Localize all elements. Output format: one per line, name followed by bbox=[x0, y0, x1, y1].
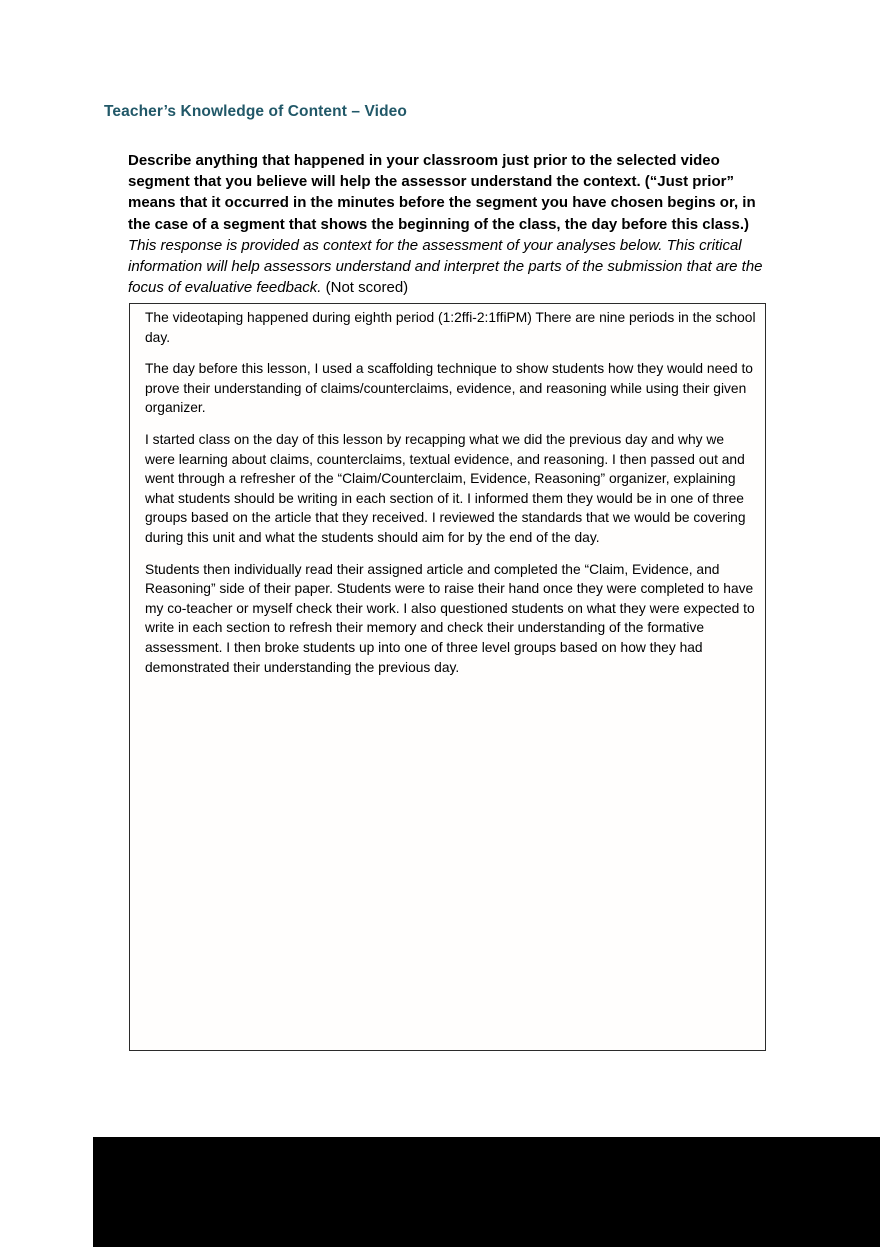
response-box bbox=[129, 303, 766, 1051]
prompt-italic-text: This response is provided as context for the assessment of your analyses below. This critical information will help assessors understand and interpret the parts of the submission that are the focus of evaluative feedback. bbox=[128, 236, 763, 297]
prompt-not-scored-label: (Not scored) bbox=[325, 279, 409, 297]
response-paragraph: Students then individually read their assigned article and completed the “Claim, Evidence, and Reasoning” side of their paper. Students were to raise their hand once they were completed to have my co-teacher or myself check their work. I also questioned students on what they were expected to write in each section to refresh their memory and check their understanding of the formative assessment. I then broke students up into one of three level groups based on how they had demonstrated their understanding the previous day. bbox=[145, 561, 755, 675]
prompt-bold-text: Describe anything that happened in your classroom just prior to the selected video segment that you believe will help the assessor understand the context. (“Just prior” means that it occurred in the minutes before the segment you have chosen begins or, in the case of a segment that shows the beginning of the class, the day before this class.) bbox=[128, 152, 756, 233]
page-end-black-bar bbox=[93, 1137, 880, 1247]
response-paragraph: I started class on the day of this lesson by recapping what we did the previous day and why we were learning about claims, counterclaims, textual evidence, and reasoning. I then passed out and went through a refresher of the “Claim/Counterclaim, Evidence, Reasoning” organizer, explaining what students should be writing in each section of it. I informed them they would be in one of three groups based on the article that they received. I reviewed the standards that we would be covering during this unit and what the students should aim for by the end of the day. bbox=[145, 431, 746, 545]
page-title: Teacher’s Knowledge of Content – Video bbox=[104, 103, 407, 121]
response-paragraph: The day before this lesson, I used a scaffolding technique to show students how they would need to prove their understanding of claims/counterclaims, evidence, and reasoning while using their given organizer. bbox=[145, 361, 753, 416]
prompt-text bbox=[128, 150, 766, 298]
response-paragraph: The videotaping happened during eighth period (1:2ffi-2:1ffiPM) There are nine periods in the school day. bbox=[145, 310, 756, 345]
